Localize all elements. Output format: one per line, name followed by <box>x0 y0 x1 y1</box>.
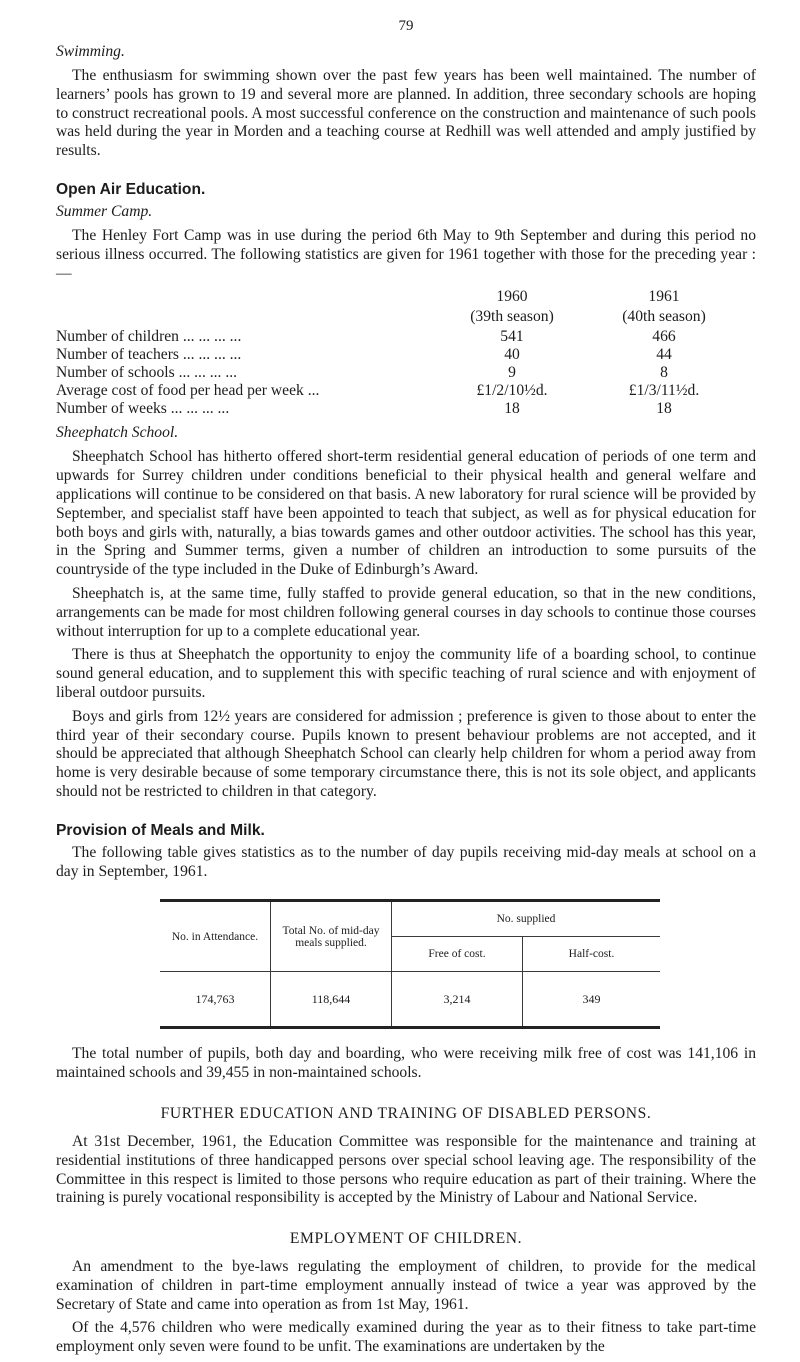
stats-row: Average cost of food per head per week ... £1/2/10½d. £1/3/11½d. <box>56 382 700 400</box>
sheephatch-paragraph: Sheephatch School has hitherto offered short-term residential general education of periods of one term and upwards for Surrey children under conditions beneficial to their physical health and general welfare and applications will continue to be considered on that basis. A new laboratory for rural science will be provided by September, and specialist staff have been appointed to teach that subject, as well as for physical education for both boys and girls with, naturally, a bias towards games and other outdoor activities. The school has this year, in the Spring and Summer terms, given a number of children an introduction to some pursuits of the countryside of the type included in the Duke of Edinburgh’s Award. <box>56 448 756 579</box>
year-1960: 1960 <box>496 288 528 306</box>
camp-statistics <box>56 288 756 418</box>
meals-table <box>160 899 660 1029</box>
stats-year-header <box>56 288 756 306</box>
swimming-heading: Swimming. <box>56 43 125 60</box>
stats-season-header <box>56 308 756 326</box>
value-half-cost: 349 <box>523 972 661 1028</box>
sheephatch-paragraph: Sheephatch is, at the same time, fully staffed to provide general education, so that in the new conditions, arrangements can be made for most children following general courses in day schools to continue those courses without interruption for up to a complete educational year. <box>56 584 756 640</box>
disabled-heading: FURTHER EDUCATION AND TRAINING OF DISABLED PERSONS. <box>160 1104 652 1122</box>
milk-paragraph: The total number of pupils, both day and boarding, who were receiving milk free of cost was 141,106 in maintained schools and 39,455 in non-maintained schools. <box>56 1045 756 1082</box>
employment-paragraph: An amendment to the bye-laws regulating the employment of children, to provide for the medical examination of children in part-time employment annually instead of twice a year was approved by the Secretary of State and came into operation as from 1st May, 1961. <box>56 1258 756 1313</box>
open-air-heading: Open Air Education. <box>56 180 206 198</box>
meals-intro: The following table gives statistics as to the number of day pupils receiving mid-day meals at school on a day in September, 1961. <box>56 843 756 880</box>
value-total-meals: 118,644 <box>271 972 392 1028</box>
swimming-paragraph: The enthusiasm for swimming shown over the past few years has been well maintained. The number of learners’ pools has grown to 19 and several more are planned. In addition, three secondary schools are hoping to construct recreational pools. A most successful conference on the construction and maintenance of such pools was held during the year in Morden and a teaching course at Redhill was well attended and amply justified by results. <box>56 67 756 160</box>
header-free-of-cost: Free of cost. <box>392 937 523 972</box>
stats-row: Number of schools ... ... ... ... 9 8 <box>56 364 668 382</box>
summer-camp-intro: The Henley Fort Camp was in use during the period 6th May to 9th September and during this period no serious illness occurred. The following statistics are given for 1961 together with those for the preceding year :— <box>56 226 756 282</box>
season-1961: (40th season) <box>622 308 706 326</box>
header-total-meals: Total No. of mid-day meals supplied. <box>271 901 392 972</box>
employment-heading: EMPLOYMENT OF CHILDREN. <box>289 1230 523 1248</box>
page-number: 79 <box>398 18 414 34</box>
header-supplied: No. supplied <box>392 901 661 937</box>
year-1961: 1961 <box>648 288 680 306</box>
disabled-paragraph: At 31st December, 1961, the Education Committee was responsible for the maintenance and training at residential institutions of three handicapped persons over special school leaving age. The responsibility of the Committee in this respect is limited to those persons who require education as part of their training. Where the training is purely vocational responsibility is accepted by the Ministry of Labour and National Service. <box>56 1132 756 1207</box>
sheephatch-heading: Sheephatch School. <box>56 424 179 442</box>
stats-row: Number of weeks ... ... ... ... 18 18 <box>56 400 672 418</box>
document-page <box>56 18 756 1362</box>
value-free-of-cost: 3,214 <box>392 972 523 1028</box>
value-attendance: 174,763 <box>160 972 271 1028</box>
summer-camp-heading: Summer Camp. <box>56 202 153 220</box>
sheephatch-paragraph: Boys and girls from 12½ years are considered for admission ; preference is given to those about to enter the third year of their secondary course. Pupils known to present behaviour problems are not accepted, and it should be appreciated that although Sheephatch School can clearly help children for whom a period away from home is very desirable because of some temporary circumstance there, this is not its sole object, and applicants should not be restricted to children in that category. <box>56 707 756 800</box>
employment-paragraph: Of the 4,576 children who were medically examined during the year as to their fitness to take part-time employment only seven were found to be unfit. The examinations are undertaken by the <box>56 1319 756 1356</box>
meals-heading: Provision of Meals and Milk. <box>56 821 265 839</box>
header-attendance: No. in Attendance. <box>160 901 271 972</box>
stats-row: Number of children ... ... ... ... 541 466 <box>56 328 676 346</box>
season-1960: (39th season) <box>470 308 554 326</box>
sheephatch-paragraph: There is thus at Sheephatch the opportunity to enjoy the community life of a boarding school, to continue sound general education, and to supplement this with specific teaching of rural science and with enjoyment of liberal outdoor pursuits. <box>56 646 756 701</box>
header-half-cost: Half-cost. <box>523 937 661 972</box>
stats-row: Number of teachers ... ... ... ... 40 44 <box>56 346 672 364</box>
